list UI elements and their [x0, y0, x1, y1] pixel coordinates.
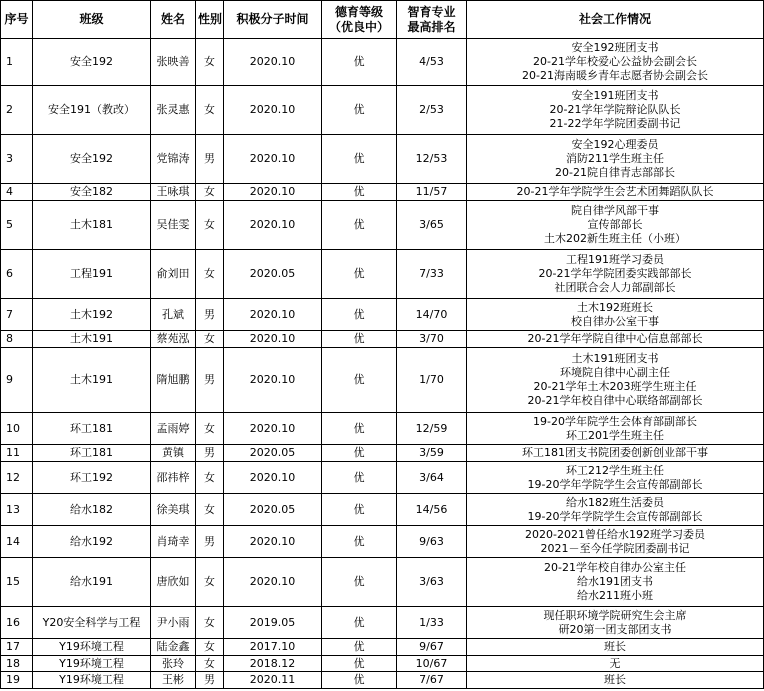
cell-moral-grade: 优	[322, 656, 397, 672]
cell-activist-time: 2020.10	[224, 348, 322, 413]
cell-academic-rank: 3/63	[397, 558, 467, 607]
social-work-line: 消防211学生班主任	[566, 152, 664, 165]
table-row	[1, 39, 764, 86]
cell-social-work	[467, 494, 764, 526]
cell-activist-time: 2020.10	[224, 39, 322, 86]
social-work-line: 20-21院自律青志部部长	[555, 166, 675, 179]
cell-class: Y20安全科学与工程	[33, 607, 151, 639]
cell-social-work	[467, 348, 764, 413]
cell-gender: 女	[196, 494, 224, 526]
cell-social-work	[467, 639, 764, 656]
header-academic-rank	[397, 1, 467, 39]
cell-moral-grade: 优	[322, 607, 397, 639]
table-row	[1, 299, 764, 331]
cell-moral-grade: 优	[322, 348, 397, 413]
cell-moral-grade: 优	[322, 86, 397, 135]
cell-activist-time: 2020.10	[224, 462, 322, 494]
cell-name: 蔡苑泓	[151, 331, 196, 348]
header-gender: 性别	[196, 1, 224, 39]
social-work-line: 工程191班学习委员	[566, 253, 664, 266]
social-work-line: 班长	[604, 640, 626, 653]
cell-class: 安全192	[33, 135, 151, 184]
cell-name: 孔斌	[151, 299, 196, 331]
social-work-line: 20-21学年校爱心公益协会副会长	[533, 55, 697, 68]
table-row	[1, 250, 764, 299]
cell-class: 土木191	[33, 331, 151, 348]
social-work-line: 19-20学年学院学生会宣传部副部长	[527, 509, 703, 523]
cell-name: 孟雨婷	[151, 413, 196, 445]
cell-no: 16	[1, 607, 33, 639]
cell-activist-time: 2020.10	[224, 86, 322, 135]
social-work-line: 宣传部部长	[587, 218, 643, 231]
cell-academic-rank: 9/67	[397, 639, 467, 656]
cell-activist-time: 2017.10	[224, 639, 322, 656]
cell-social-work	[467, 607, 764, 639]
cell-academic-rank: 3/65	[397, 201, 467, 250]
social-work-line: 土木192班班长	[577, 300, 653, 314]
social-work-line: 环境院自律中心副主任	[560, 366, 670, 379]
table-row	[1, 135, 764, 184]
social-work-line: 社团联合会人力部副部长	[554, 281, 676, 294]
cell-name: 黄镇	[151, 445, 196, 462]
cell-moral-grade: 优	[322, 413, 397, 445]
social-work-line: 20-21海南暖乡青年志愿者协会副会长	[522, 69, 708, 82]
table-row	[1, 558, 764, 607]
cell-social-work	[467, 299, 764, 331]
cell-social-work	[467, 39, 764, 86]
cell-class: 安全192	[33, 39, 151, 86]
table-row	[1, 656, 764, 672]
table-row	[1, 462, 764, 494]
cell-no: 5	[1, 201, 33, 250]
cell-name: 徐美琪	[151, 494, 196, 526]
cell-academic-rank: 3/59	[397, 445, 467, 462]
cell-academic-rank: 1/70	[397, 348, 467, 413]
header-moral-grade	[322, 1, 397, 39]
cell-academic-rank: 9/63	[397, 526, 467, 558]
cell-name: 肖琦幸	[151, 526, 196, 558]
cell-class: Y19环境工程	[33, 656, 151, 672]
social-work-line: 2021－至今任学院团委副书记	[540, 541, 690, 555]
cell-social-work	[467, 250, 764, 299]
social-work-line: 安全191班团支书	[571, 89, 659, 102]
cell-moral-grade: 优	[322, 462, 397, 494]
social-work-line: 现任职环境学院研究生会主席	[543, 608, 687, 622]
cell-name: 陆金鑫	[151, 639, 196, 656]
cell-activist-time: 2020.05	[224, 445, 322, 462]
cell-social-work	[467, 184, 764, 201]
cell-name: 唐欣如	[151, 558, 196, 607]
cell-moral-grade: 优	[322, 526, 397, 558]
social-work-line: 2020-2021曾任给水192班学习委员	[525, 527, 705, 541]
header-name: 姓名	[151, 1, 196, 39]
table-row	[1, 201, 764, 250]
social-work-line: 20-21学年土木203班学生班主任	[533, 380, 697, 393]
cell-gender: 女	[196, 639, 224, 656]
cell-no: 13	[1, 494, 33, 526]
cell-no: 2	[1, 86, 33, 135]
cell-gender: 女	[196, 462, 224, 494]
cell-activist-time: 2020.11	[224, 672, 322, 689]
table-row	[1, 184, 764, 201]
cell-activist-time: 2020.05	[224, 494, 322, 526]
cell-gender: 女	[196, 656, 224, 672]
social-work-line: 安全192心理委员	[571, 138, 659, 151]
social-work-line: 20-21学年校自律办公室主任	[544, 561, 686, 574]
cell-class: Y19环境工程	[33, 672, 151, 689]
header-class: 班级	[33, 1, 151, 39]
cell-class: 给水191	[33, 558, 151, 607]
cell-gender: 女	[196, 607, 224, 639]
table-row	[1, 413, 764, 445]
cell-class: 环工181	[33, 445, 151, 462]
cell-name: 隋旭鹏	[151, 348, 196, 413]
social-work-line: 安全192班团支书	[571, 41, 659, 54]
cell-social-work	[467, 672, 764, 689]
social-work-line: 班长	[604, 673, 626, 686]
social-work-line: 给水182班生活委员	[566, 495, 664, 509]
header-moral-grade-line2: （优良中）	[328, 19, 389, 34]
cell-academic-rank: 11/57	[397, 184, 467, 201]
cell-name: 党锦涛	[151, 135, 196, 184]
cell-no: 4	[1, 184, 33, 201]
social-work-line: 21-22学年学院团委副书记	[549, 117, 681, 130]
social-work-line: 环工212学生班主任	[566, 463, 664, 477]
cell-name: 张玲	[151, 656, 196, 672]
cell-social-work	[467, 462, 764, 494]
cell-academic-rank: 3/64	[397, 462, 467, 494]
cell-activist-time: 2020.10	[224, 558, 322, 607]
cell-no: 18	[1, 656, 33, 672]
social-work-line: 环工201学生班主任	[566, 428, 664, 442]
social-work-line: 给水191团支书	[577, 575, 653, 588]
cell-gender: 男	[196, 445, 224, 462]
cell-moral-grade: 优	[322, 299, 397, 331]
social-work-line: 19-20学年院学生会体育部副部长	[533, 414, 697, 428]
cell-academic-rank: 14/70	[397, 299, 467, 331]
cell-no: 8	[1, 331, 33, 348]
cell-gender: 女	[196, 184, 224, 201]
social-work-line: 研20第一团支部团支书	[558, 622, 672, 636]
cell-social-work	[467, 413, 764, 445]
cell-academic-rank: 3/70	[397, 331, 467, 348]
cell-no: 15	[1, 558, 33, 607]
cell-name: 王咏琪	[151, 184, 196, 201]
cell-moral-grade: 优	[322, 558, 397, 607]
cell-social-work	[467, 201, 764, 250]
table-row	[1, 331, 764, 348]
table-row	[1, 672, 764, 689]
cell-academic-rank: 12/59	[397, 413, 467, 445]
cell-activist-time: 2020.10	[224, 413, 322, 445]
cell-social-work	[467, 656, 764, 672]
cell-social-work	[467, 135, 764, 184]
cell-social-work	[467, 526, 764, 558]
cell-moral-grade: 优	[322, 250, 397, 299]
cell-gender: 男	[196, 526, 224, 558]
table-row	[1, 607, 764, 639]
social-work-line: 20-21学年学院自律中心信息部部长	[527, 332, 703, 345]
cell-no: 1	[1, 39, 33, 86]
cell-class: 环工192	[33, 462, 151, 494]
cell-moral-grade: 优	[322, 445, 397, 462]
cell-class: Y19环境工程	[33, 639, 151, 656]
cell-moral-grade: 优	[322, 331, 397, 348]
header-no: 序号	[1, 1, 33, 39]
cell-academic-rank: 7/33	[397, 250, 467, 299]
cell-moral-grade: 优	[322, 672, 397, 689]
social-work-line: 土木191班团支书	[571, 352, 659, 365]
cell-academic-rank: 12/53	[397, 135, 467, 184]
cell-name: 邵祎梓	[151, 462, 196, 494]
cell-no: 17	[1, 639, 33, 656]
cell-no: 3	[1, 135, 33, 184]
cell-academic-rank: 1/33	[397, 607, 467, 639]
cell-academic-rank: 7/67	[397, 672, 467, 689]
cell-gender: 女	[196, 331, 224, 348]
cell-class: 土木181	[33, 201, 151, 250]
table-row	[1, 639, 764, 656]
table-row	[1, 348, 764, 413]
cell-academic-rank: 14/56	[397, 494, 467, 526]
cell-moral-grade: 优	[322, 184, 397, 201]
cell-name: 尹小雨	[151, 607, 196, 639]
cell-academic-rank: 2/53	[397, 86, 467, 135]
social-work-line: 无	[609, 656, 621, 670]
cell-academic-rank: 4/53	[397, 39, 467, 86]
cell-moral-grade: 优	[322, 135, 397, 184]
cell-activist-time: 2020.10	[224, 526, 322, 558]
cell-activist-time: 2020.10	[224, 184, 322, 201]
social-work-line: 19-20学年学院学生会宣传部副部长	[527, 477, 703, 491]
cell-social-work	[467, 86, 764, 135]
social-work-line: 20-21学年学院团委实践部部长	[538, 267, 692, 280]
cell-activist-time: 2019.05	[224, 607, 322, 639]
social-work-line: 20-21学年学院辩论队队长	[549, 103, 681, 116]
cell-class: 工程191	[33, 250, 151, 299]
cell-gender: 女	[196, 86, 224, 135]
cell-gender: 女	[196, 558, 224, 607]
header-moral-grade-line1: 德育等级	[334, 4, 383, 19]
cell-social-work	[467, 331, 764, 348]
cell-class: 土木191	[33, 348, 151, 413]
cell-name: 张灵惠	[151, 86, 196, 135]
social-work-line: 土木202新生班主任（小班）	[544, 232, 686, 245]
cell-activist-time: 2020.10	[224, 299, 322, 331]
cell-name: 俞刘田	[151, 250, 196, 299]
cell-gender: 女	[196, 413, 224, 445]
social-work-line: 20-21学年学院学生会艺术团舞蹈队队长	[516, 185, 714, 198]
header-academic-rank-line2: 最高排名	[407, 19, 456, 34]
cell-social-work	[467, 558, 764, 607]
cell-name: 张映善	[151, 39, 196, 86]
cell-moral-grade: 优	[322, 201, 397, 250]
cell-name: 吴佳雯	[151, 201, 196, 250]
cell-social-work	[467, 445, 764, 462]
cell-class: 环工181	[33, 413, 151, 445]
cell-activist-time: 2020.05	[224, 250, 322, 299]
table-row	[1, 526, 764, 558]
cell-no: 19	[1, 672, 33, 689]
social-work-line: 环工181团支书院团委创新创业部干事	[522, 446, 708, 459]
table-row	[1, 494, 764, 526]
cell-activist-time: 2020.10	[224, 331, 322, 348]
cell-class: 给水192	[33, 526, 151, 558]
header-row	[1, 1, 764, 39]
cell-no: 11	[1, 445, 33, 462]
cell-gender: 男	[196, 672, 224, 689]
cell-class: 给水182	[33, 494, 151, 526]
table-row	[1, 445, 764, 462]
cell-class: 安全191（教改）	[33, 86, 151, 135]
cell-no: 10	[1, 413, 33, 445]
header-activist-time: 积极分子时间	[224, 1, 322, 39]
table-body	[1, 39, 764, 689]
cell-gender: 女	[196, 39, 224, 86]
social-work-line: 20-21学年校自律中心联络部副部长	[527, 394, 703, 407]
cell-academic-rank: 10/67	[397, 656, 467, 672]
cell-activist-time: 2020.10	[224, 201, 322, 250]
cell-moral-grade: 优	[322, 494, 397, 526]
cell-gender: 男	[196, 299, 224, 331]
cell-activist-time: 2018.12	[224, 656, 322, 672]
header-academic-rank-line1: 智育专业	[407, 4, 456, 19]
social-work-line: 校自律办公室干事	[571, 314, 659, 328]
social-work-line: 给水211班小班	[577, 589, 653, 602]
cell-no: 14	[1, 526, 33, 558]
cell-no: 12	[1, 462, 33, 494]
social-work-line: 院自律学风部干事	[571, 204, 659, 217]
cell-name: 王彬	[151, 672, 196, 689]
header-social-work: 社会工作情况	[467, 1, 764, 39]
cell-class: 土木192	[33, 299, 151, 331]
cell-no: 6	[1, 250, 33, 299]
cell-gender: 女	[196, 201, 224, 250]
cell-gender: 女	[196, 250, 224, 299]
cell-gender: 男	[196, 348, 224, 413]
cell-no: 7	[1, 299, 33, 331]
cell-moral-grade: 优	[322, 639, 397, 656]
table-row	[1, 86, 764, 135]
cell-gender: 男	[196, 135, 224, 184]
cell-no: 9	[1, 348, 33, 413]
cell-activist-time: 2020.10	[224, 135, 322, 184]
cell-class: 安全182	[33, 184, 151, 201]
cell-moral-grade: 优	[322, 39, 397, 86]
